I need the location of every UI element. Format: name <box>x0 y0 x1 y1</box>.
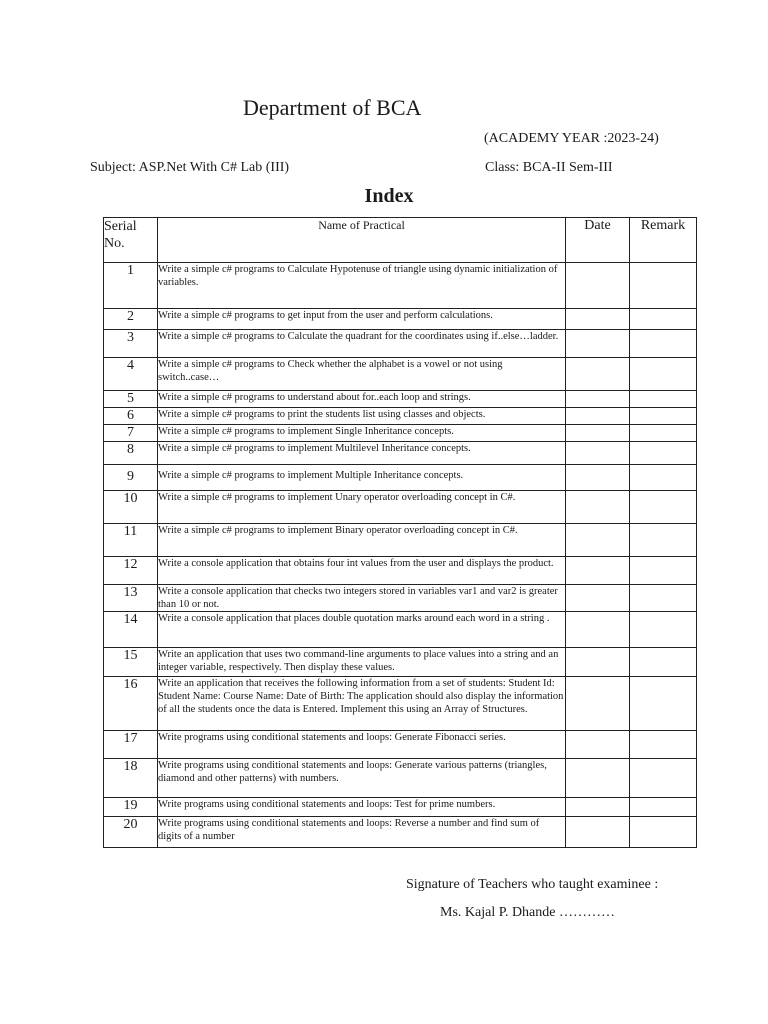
table-row <box>104 263 697 309</box>
table-row <box>104 524 697 557</box>
remark-cell <box>630 612 697 648</box>
date-cell <box>566 612 630 648</box>
remark-cell <box>630 442 697 465</box>
table-body <box>104 263 697 848</box>
date-cell <box>566 798 630 817</box>
date-cell <box>566 648 630 677</box>
remark-cell <box>630 798 697 817</box>
serial-number: 9 <box>104 465 158 491</box>
date-cell <box>566 817 630 848</box>
table-row <box>104 731 697 759</box>
date-cell <box>566 557 630 585</box>
header-serial-no: Serial No. <box>104 218 158 263</box>
remark-cell <box>630 263 697 309</box>
date-cell <box>566 731 630 759</box>
table-row <box>104 798 697 817</box>
practical-name: Write a simple c# programs to get input from the user and perform calculations. <box>158 309 566 330</box>
subject-line: Subject: ASP.Net With C# Lab (III) <box>90 160 290 175</box>
table-row <box>104 391 697 408</box>
table-row <box>104 408 697 425</box>
date-cell <box>566 309 630 330</box>
remark-cell <box>630 557 697 585</box>
remark-cell <box>630 677 697 731</box>
teacher-name: Ms. Kajal P. Dhande ………… <box>440 905 615 920</box>
class-line: Class: BCA-II Sem-III <box>485 160 613 175</box>
date-cell <box>566 391 630 408</box>
serial-number: 6 <box>104 408 158 425</box>
practical-name: Write programs using conditional statements and loops: Test for prime numbers. <box>158 798 566 817</box>
remark-cell <box>630 759 697 798</box>
practical-name: Write a simple c# programs to Check whether the alphabet is a vowel or not using switch..case… <box>158 358 566 391</box>
date-cell <box>566 263 630 309</box>
practical-name: Write a console application that checks two integers stored in variables var1 and var2 is greater than 10 or not. <box>158 585 566 612</box>
date-cell <box>566 408 630 425</box>
table-row <box>104 648 697 677</box>
practical-name: Write programs using conditional statements and loops: Generate Fibonacci series. <box>158 731 566 759</box>
table-row <box>104 309 697 330</box>
date-cell <box>566 677 630 731</box>
practicals-table <box>103 217 697 848</box>
table-row <box>104 425 697 442</box>
serial-number: 3 <box>104 330 158 358</box>
practical-name: Write a simple c# programs to Calculate Hypotenuse of triangle using dynamic initialization of variables. <box>158 263 566 309</box>
table-row <box>104 358 697 391</box>
table-row <box>104 612 697 648</box>
practical-name: Write a simple c# programs to implement Single Inheritance concepts. <box>158 425 566 442</box>
serial-number: 18 <box>104 759 158 798</box>
remark-cell <box>630 585 697 612</box>
serial-number: 2 <box>104 309 158 330</box>
practical-name: Write a simple c# programs to understand about for..each loop and strings. <box>158 391 566 408</box>
date-cell <box>566 759 630 798</box>
remark-cell <box>630 491 697 524</box>
serial-number: 10 <box>104 491 158 524</box>
practical-name: Write an application that receives the following information from a set of students: Student Id: Student Name: Course Name: Date of Birth: The application should also display the information of all the students once the data is Entered. Implement this using an Array of Structures. <box>158 677 566 731</box>
remark-cell <box>630 817 697 848</box>
table-row <box>104 677 697 731</box>
table-row <box>104 759 697 798</box>
department-title: Department of BCA <box>243 95 422 120</box>
header-date: Date <box>566 218 630 263</box>
remark-cell <box>630 391 697 408</box>
signature-label: Signature of Teachers who taught examinee : <box>406 877 659 892</box>
serial-number: 16 <box>104 677 158 731</box>
header-remark: Remark <box>630 218 697 263</box>
remark-cell <box>630 330 697 358</box>
practical-name: Write programs using conditional statements and loops: Generate various patterns (triangles, diamond and other patterns) with numbers. <box>158 759 566 798</box>
practical-name: Write a simple c# programs to implement Unary operator overloading concept in C#. <box>158 491 566 524</box>
remark-cell <box>630 648 697 677</box>
remark-cell <box>630 731 697 759</box>
serial-number: 4 <box>104 358 158 391</box>
table-row <box>104 442 697 465</box>
practical-name: Write a console application that obtains four int values from the user and displays the product. <box>158 557 566 585</box>
remark-cell <box>630 425 697 442</box>
practical-name: Write a simple c# programs to print the students list using classes and objects. <box>158 408 566 425</box>
table-header-row <box>104 218 697 263</box>
date-cell <box>566 524 630 557</box>
practical-name: Write programs using conditional statements and loops: Reverse a number and find sum of digits of a number <box>158 817 566 848</box>
table-row <box>104 585 697 612</box>
serial-number: 7 <box>104 425 158 442</box>
serial-number: 8 <box>104 442 158 465</box>
date-cell <box>566 585 630 612</box>
remark-cell <box>630 524 697 557</box>
date-cell <box>566 330 630 358</box>
table-row <box>104 330 697 358</box>
serial-number: 5 <box>104 391 158 408</box>
practical-name: Write an application that uses two command-line arguments to place values into a string and an integer variable, respectively. Then display these values. <box>158 648 566 677</box>
serial-number: 12 <box>104 557 158 585</box>
practical-name: Write a simple c# programs to implement Binary operator overloading concept in C#. <box>158 524 566 557</box>
header-name-of-practical: Name of Practical <box>158 218 566 263</box>
remark-cell <box>630 465 697 491</box>
practical-name: Write a simple c# programs to Calculate the quadrant for the coordinates using if..else…ladder. <box>158 330 566 358</box>
serial-number: 20 <box>104 817 158 848</box>
serial-number: 13 <box>104 585 158 612</box>
date-cell <box>566 442 630 465</box>
serial-number: 19 <box>104 798 158 817</box>
practical-name: Write a console application that places double quotation marks around each word in a string . <box>158 612 566 648</box>
serial-number: 15 <box>104 648 158 677</box>
practical-name: Write a simple c# programs to implement Multilevel Inheritance concepts. <box>158 442 566 465</box>
date-cell <box>566 358 630 391</box>
remark-cell <box>630 408 697 425</box>
remark-cell <box>630 358 697 391</box>
date-cell <box>566 465 630 491</box>
table-row <box>104 491 697 524</box>
serial-number: 11 <box>104 524 158 557</box>
table-row <box>104 557 697 585</box>
date-cell <box>566 491 630 524</box>
table-row <box>104 465 697 491</box>
serial-number: 14 <box>104 612 158 648</box>
academy-year: (ACADEMY YEAR :2023-24) <box>484 131 659 146</box>
date-cell <box>566 425 630 442</box>
practical-name: Write a simple c# programs to implement Multiple Inheritance concepts. <box>158 465 566 491</box>
remark-cell <box>630 309 697 330</box>
table-row <box>104 817 697 848</box>
index-title: Index <box>364 185 414 207</box>
serial-number: 17 <box>104 731 158 759</box>
serial-number: 1 <box>104 263 158 309</box>
